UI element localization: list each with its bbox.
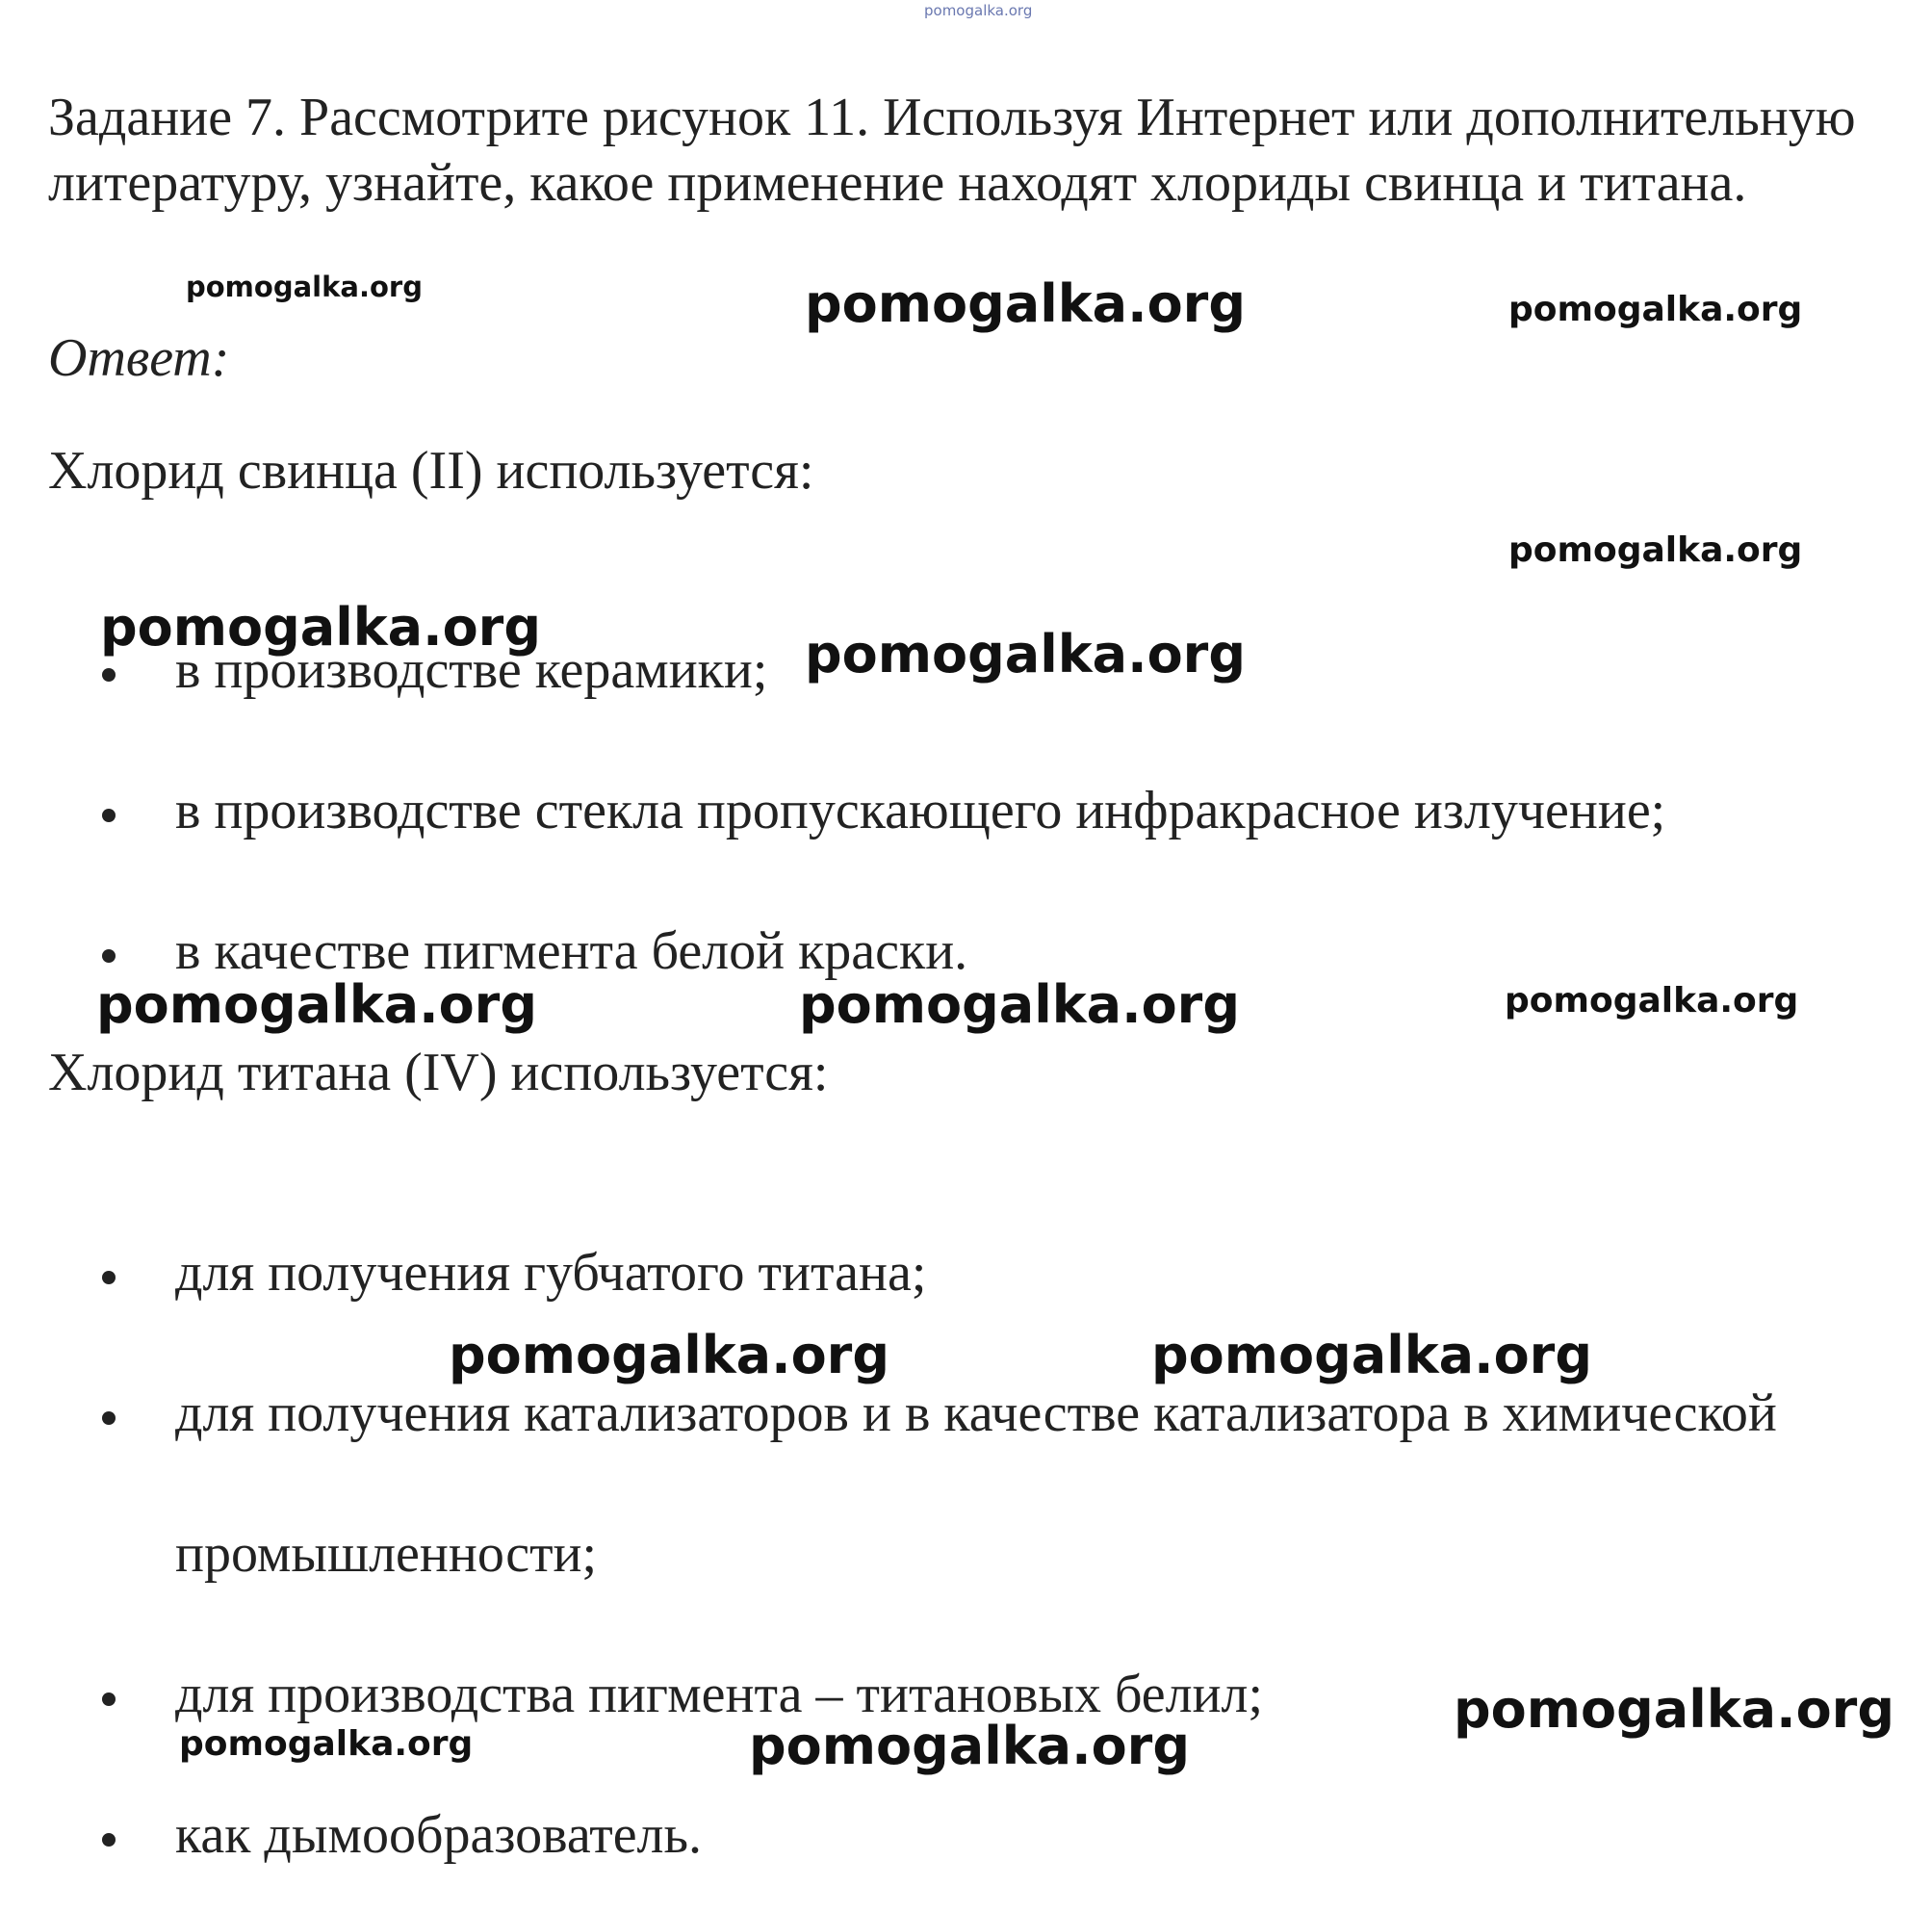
titanium-chloride-title: Хлорид титана (IV) используется: — [48, 1043, 829, 1102]
watermark: pomogalka.org — [186, 271, 423, 303]
lead-chloride-title: Хлорид свинца (II) используется: — [48, 441, 814, 501]
task-statement: Задание 7. Рассмотрите рисунок 11. Используя Интернет или дополнительную литературу, узнайте, какое применение находят хлориды свинца и титана. — [48, 88, 1856, 213]
titanium-item-smoke: как дымообразователь. — [175, 1805, 703, 1865]
watermark: pomogalka.org — [749, 1716, 1190, 1776]
bullet-marker — [102, 949, 116, 963]
watermark: pomogalka.org — [1508, 530, 1803, 570]
bullet-marker — [102, 668, 116, 682]
bullet-marker — [102, 1411, 116, 1425]
bullet-marker — [102, 1833, 116, 1847]
lead-item-white-pigment: в качестве пигмента белой краски. — [175, 921, 968, 981]
watermark: pomogalka.org — [805, 273, 1246, 334]
lead-item-ceramics: в производстве керамики; — [175, 640, 768, 700]
titanium-item-titanium-white: для производства пигмента – титановых белил; — [175, 1665, 1264, 1724]
answer-label: Ответ: — [48, 328, 230, 388]
lead-item-ir-glass: в производстве стекла пропускающего инфракрасное излучение; — [175, 781, 1666, 840]
titanium-item-catalysts-cont: промышленности; — [175, 1524, 598, 1584]
watermark: pomogalka.org — [1505, 981, 1799, 1021]
titanium-item-sponge: для получения губчатого титана; — [175, 1243, 927, 1303]
watermark: pomogalka.org — [1454, 1679, 1894, 1740]
watermark: pomogalka.org — [805, 624, 1246, 685]
watermark-top: pomogalka.org — [924, 2, 1033, 19]
watermark: pomogalka.org — [96, 974, 537, 1035]
watermark: pomogalka.org — [100, 597, 541, 658]
titanium-item-catalysts: для получения катализаторов и в качестве катализатора в химической — [175, 1383, 1777, 1443]
bullet-marker — [102, 809, 116, 822]
bullet-marker — [102, 1271, 116, 1284]
watermark: pomogalka.org — [1508, 290, 1803, 329]
watermark: pomogalka.org — [449, 1325, 889, 1385]
watermark: pomogalka.org — [799, 974, 1240, 1035]
watermark: pomogalka.org — [1151, 1325, 1592, 1385]
watermark: pomogalka.org — [179, 1724, 474, 1764]
bullet-marker — [102, 1692, 116, 1706]
